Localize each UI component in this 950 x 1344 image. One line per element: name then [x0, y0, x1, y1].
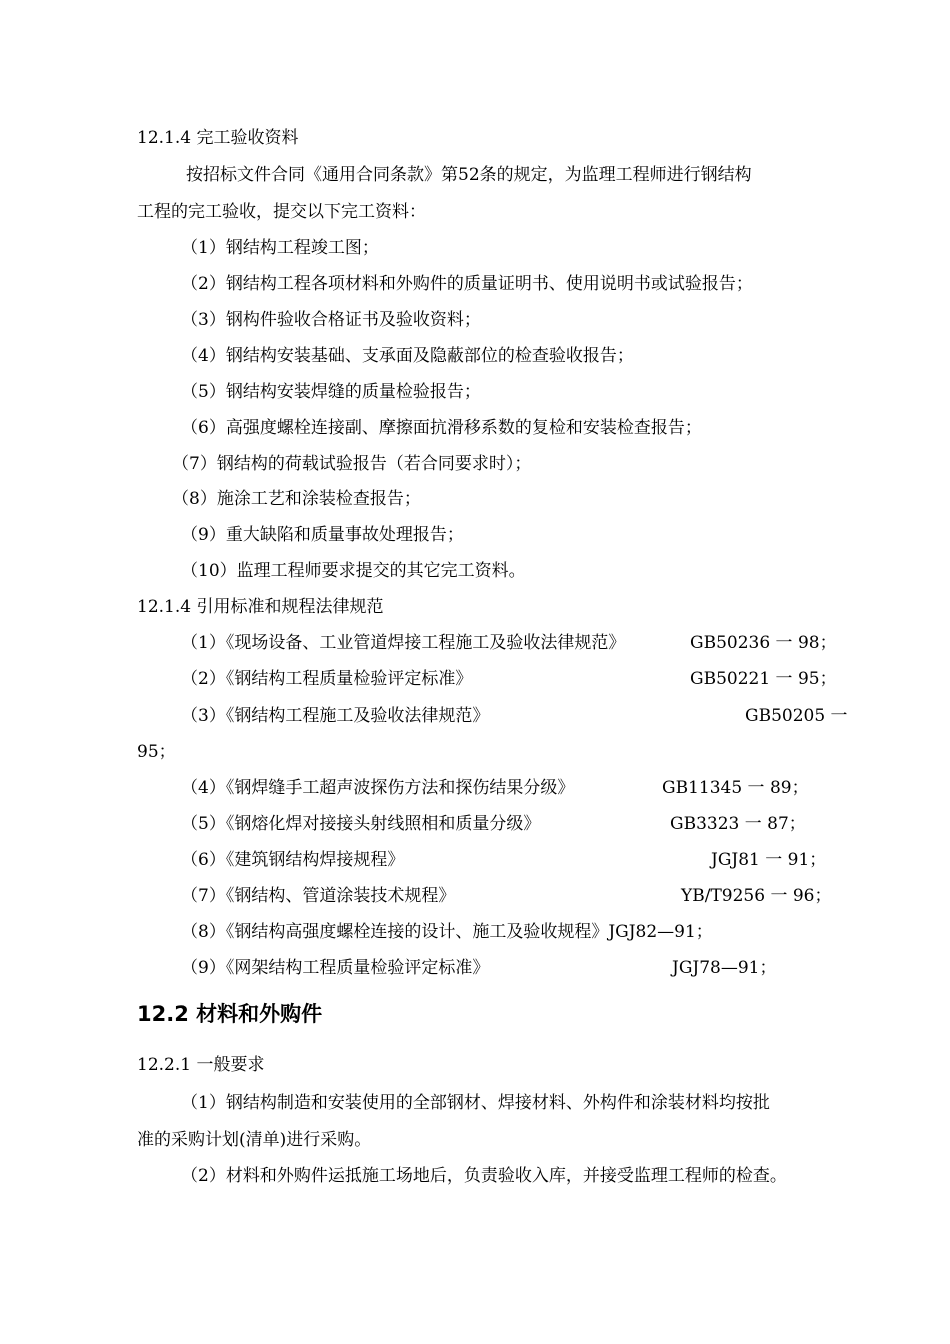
reference-name: （6）《建筑钢结构焊接规程》	[181, 850, 405, 870]
list-item: （2）钢结构工程各项材料和外购件的质量证明书、使用说明书或试验报告；	[181, 274, 753, 294]
reference-code: GB3323 一 87；	[670, 814, 806, 834]
section-title-references: 12.1.4 引用标准和规程法律规范	[137, 597, 384, 617]
reference-name: （5）《钢熔化焊对接接头射线照相和质量分级》	[181, 814, 541, 834]
reference-code: JGJ81 一 91；	[711, 850, 827, 870]
reference-code: GB50221 一 95；	[690, 669, 837, 689]
reference-name: （8）《钢结构高强度螺栓连接的设计、施工及验收规程》JGJ82—91；	[181, 922, 713, 942]
subsection-title-general: 12.2.1 一般要求	[137, 1055, 265, 1075]
list-item: （1）钢结构工程竣工图；	[181, 238, 379, 258]
heading-materials: 12.2 材料和外购件	[137, 1002, 323, 1026]
list-item: （7）钢结构的荷载试验报告（若合同要求时）；	[172, 454, 532, 474]
reference-name: （3）《钢结构工程施工及验收法律规范》	[181, 706, 490, 726]
reference-name: （1）《现场设备、工业管道焊接工程施工及验收法律规范》	[181, 633, 626, 653]
reference-name: （4）《钢焊缝手工超声波探伤方法和探伤结果分级》	[181, 778, 575, 798]
list-item: （3）钢构件验收合格证书及验收资料；	[181, 310, 481, 330]
reference-code-continuation: 95；	[137, 742, 176, 762]
list-item: （4）钢结构安装基础、支承面及隐蔽部位的检查验收报告；	[181, 346, 634, 366]
reference-code: GB11345 一 89；	[662, 778, 809, 798]
reference-code: GB50236 一 98；	[690, 633, 837, 653]
reference-code: JGJ78—91；	[672, 958, 777, 978]
paragraph-line: （1）钢结构制造和安装使用的全部钢材、焊接材料、外构件和涂装材料均按批	[181, 1093, 770, 1113]
reference-name: （7）《钢结构、管道涂装技术规程》	[181, 886, 456, 906]
list-item: （10）监理工程师要求提交的其它完工资料。	[181, 561, 526, 581]
paragraph-line: 准的采购计划(清单)进行采购。	[137, 1130, 372, 1150]
reference-code: GB50205 一	[745, 706, 848, 726]
reference-code: YB/T9256 一 96；	[681, 886, 832, 906]
list-item: （9）重大缺陷和质量事故处理报告；	[181, 525, 464, 545]
paragraph-line: （2）材料和外购件运抵施工场地后，负责验收入库，并接受监理工程师的检查。	[181, 1166, 787, 1186]
intro-paragraph-line-2: 工程的完工验收，提交以下完工资料：	[137, 202, 426, 222]
intro-paragraph-line-1: 按招标文件合同《通用合同条款》第52条的规定，为监理工程师进行钢结构	[186, 165, 752, 185]
section-title-completion-docs: 12.1.4 完工验收资料	[137, 128, 299, 148]
list-item: （8）施涂工艺和涂装检查报告；	[172, 489, 421, 509]
reference-name: （9）《网架结构工程质量检验评定标准》	[181, 958, 490, 978]
list-item: （6）高强度螺栓连接副、摩擦面抗滑移系数的复检和安装检查报告；	[181, 418, 702, 438]
list-item: （5）钢结构安装焊缝的质量检验报告；	[181, 382, 481, 402]
reference-name: （2）《钢结构工程质量检验评定标准》	[181, 669, 473, 689]
